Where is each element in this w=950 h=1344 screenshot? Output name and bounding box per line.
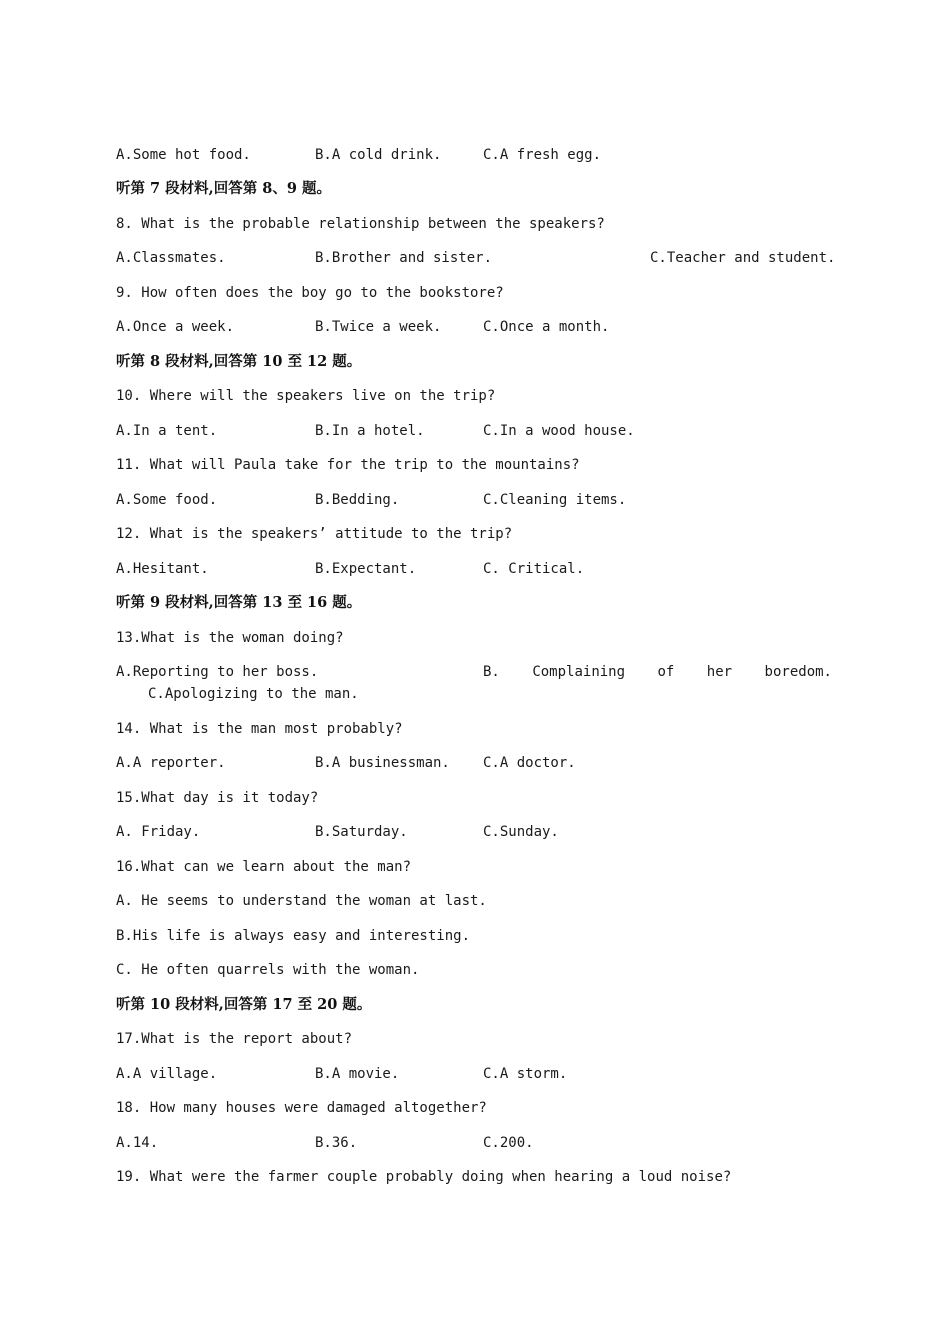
option-c: C.In a wood house.: [483, 423, 635, 439]
option-a: A.14.: [116, 1135, 159, 1151]
option-c: C.Once a month.: [483, 319, 610, 335]
option-b: B.Saturday.: [315, 824, 408, 840]
option-b: B.A cold drink.: [315, 147, 442, 163]
question-10: 10. Where will the speakers live on the trip?: [116, 388, 496, 404]
question-17: 17.What is the report about?: [116, 1031, 353, 1047]
option-a: A.Some food.: [116, 492, 218, 508]
section-heading-8: 听第 8 段材料,回答第 10 至 12 题。: [116, 353, 362, 370]
option-c: C.A storm.: [483, 1066, 568, 1082]
option-b: B.Expectant.: [315, 561, 417, 577]
question-14: 14. What is the man most probably?: [116, 721, 403, 737]
question-9: 9. How often does the boy go to the bookstore?: [116, 285, 504, 301]
option-c: C.A doctor.: [483, 755, 576, 771]
option-a: A.A village.: [116, 1066, 218, 1082]
option-a: A.Reporting to her boss.: [116, 664, 319, 680]
option-b: B.His life is always easy and interesting.: [116, 928, 471, 944]
option-a: A.Once a week.: [116, 319, 235, 335]
q18-options: [116, 1133, 856, 1153]
q13-options-line1: [116, 662, 832, 682]
section-heading-9: 听第 9 段材料,回答第 13 至 16 题。: [116, 594, 362, 611]
question-18: 18. How many houses were damaged altogether?: [116, 1100, 487, 1116]
option-b: B.A movie.: [315, 1066, 400, 1082]
q12-options: [116, 559, 856, 579]
option-a: A. Friday.: [116, 824, 201, 840]
option-a: A.Some hot food.: [116, 147, 251, 163]
q15-options: [116, 822, 856, 842]
question-16: 16.What can we learn about the man?: [116, 859, 412, 875]
q7-options: [116, 145, 856, 165]
section-heading-7: 听第 7 段材料,回答第 8、9 题。: [116, 180, 332, 197]
option-b: B.36.: [315, 1135, 358, 1151]
q17-options: [116, 1064, 856, 1084]
question-8: 8. What is the probable relationship between the speakers?: [116, 216, 605, 232]
option-b: B.Bedding.: [315, 492, 400, 508]
option-b: B.A businessman.: [315, 755, 450, 771]
option-c: C.A fresh egg.: [483, 147, 602, 163]
option-a: A.In a tent.: [116, 423, 218, 439]
option-c: C. Critical.: [483, 561, 585, 577]
option-b: B.Brother and sister.: [315, 250, 493, 266]
q11-options: [116, 490, 856, 510]
question-11: 11. What will Paula take for the trip to the mountains?: [116, 457, 580, 473]
option-c: C. He often quarrels with the woman.: [116, 962, 420, 978]
question-15: 15.What day is it today?: [116, 790, 319, 806]
q9-options: [116, 317, 856, 337]
option-c: C.200.: [483, 1135, 534, 1151]
option-a: A.A reporter.: [116, 755, 226, 771]
question-13: 13.What is the woman doing?: [116, 630, 344, 646]
option-b: B.In a hotel.: [315, 423, 425, 439]
option-c: C.Sunday.: [483, 824, 559, 840]
q14-options: [116, 753, 856, 773]
option-a: A.Classmates.: [116, 250, 226, 266]
option-c: C.Teacher and student.: [650, 250, 836, 266]
option-c: C.Apologizing to the man.: [148, 686, 359, 702]
option-c: C.Cleaning items.: [483, 492, 627, 508]
section-heading-10: 听第 10 段材料,回答第 17 至 20 题。: [116, 996, 372, 1013]
q8-options: [116, 248, 856, 268]
question-12: 12. What is the speakers’ attitude to the trip?: [116, 526, 513, 542]
question-19: 19. What were the farmer couple probably doing when hearing a loud noise?: [116, 1169, 732, 1185]
q10-options: [116, 421, 856, 441]
option-b: B. Complaining of her boredom.: [483, 664, 832, 680]
option-a: A.Hesitant.: [116, 561, 209, 577]
option-b: B.Twice a week.: [315, 319, 442, 335]
option-a: A. He seems to understand the woman at last.: [116, 893, 487, 909]
